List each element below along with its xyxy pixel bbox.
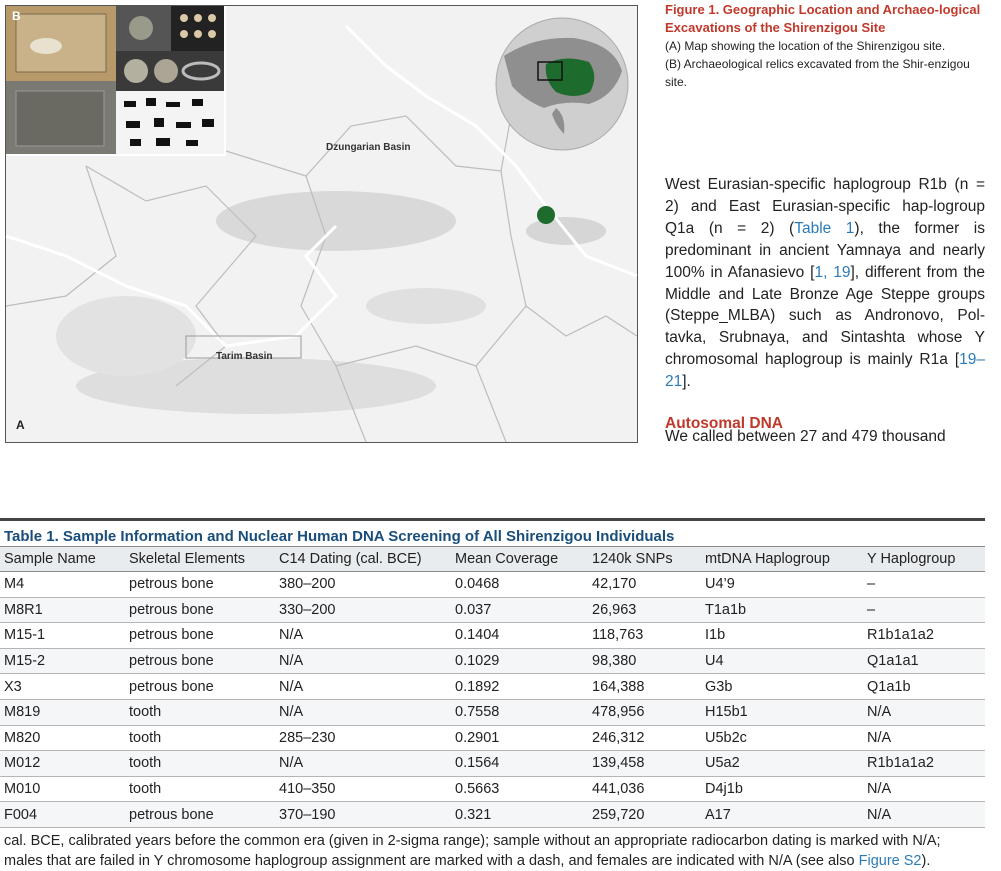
table-footnote: [0, 828, 989, 871]
header-c14-dating: C14 Dating (cal. BCE): [275, 547, 451, 572]
figure-caption: [665, 0, 987, 91]
cell: N/A: [863, 725, 985, 751]
cell: A17: [701, 802, 863, 828]
caption-line-a: (A) Map showing the location of the Shirenzigou site.: [665, 39, 946, 53]
cell: 330–200: [275, 597, 451, 623]
table-title: Table 1. Sample Information and Nuclear Human DNA Screening of All Shirenzigou Individuals: [4, 528, 675, 545]
caption-line-b: (B) Archaeological relics excavated from the Shir-enzigou site.: [665, 57, 970, 89]
cell: U4’9: [701, 572, 863, 598]
cell: 139,458: [588, 751, 701, 777]
table-row: [0, 674, 985, 700]
cell: petrous bone: [125, 802, 275, 828]
cell: 0.0468: [451, 572, 588, 598]
body-text-2: ), the former is predominant in ancient Yamnaya and nearly 100% in Afanasievo [: [665, 219, 985, 281]
table-1-link[interactable]: Table 1: [794, 219, 855, 237]
cell: 0.037: [451, 597, 588, 623]
cell: 441,036: [588, 776, 701, 802]
table-row: [0, 648, 985, 674]
table-1: [0, 518, 985, 871]
cell: tooth: [125, 751, 275, 777]
cell: N/A: [275, 623, 451, 649]
cell: petrous bone: [125, 648, 275, 674]
cell: tooth: [125, 699, 275, 725]
ref-link-1-19[interactable]: 1, 19: [814, 263, 851, 281]
cell: M8R1: [0, 597, 125, 623]
cell: 285–230: [275, 725, 451, 751]
footnote-line-1: cal. BCE, calibrated years before the common era (given in 2-sigma range); sample without an appropriate radiocarbon dating is marked with N/A;: [4, 832, 941, 849]
cell: M010: [0, 776, 125, 802]
cell: 0.1029: [451, 648, 588, 674]
panel-a-letter: A: [16, 418, 25, 432]
table-row: [0, 751, 985, 777]
table-row: [0, 623, 985, 649]
cell: R1b1a1a2: [863, 623, 985, 649]
header-1240k-snps: 1240k SNPs: [588, 547, 701, 572]
cell: N/A: [275, 751, 451, 777]
cell: 478,956: [588, 699, 701, 725]
cell: 0.321: [451, 802, 588, 828]
cell: M820: [0, 725, 125, 751]
cell: U4: [701, 648, 863, 674]
cell: N/A: [863, 802, 985, 828]
cell: X3: [0, 674, 125, 700]
table-row: [0, 776, 985, 802]
cell: I1b: [701, 623, 863, 649]
cell: H15b1: [701, 699, 863, 725]
cell: R1b1a1a2: [863, 751, 985, 777]
cell: tooth: [125, 776, 275, 802]
cell: 0.1564: [451, 751, 588, 777]
cell: 0.7558: [451, 699, 588, 725]
cell: 164,388: [588, 674, 701, 700]
cell: 42,170: [588, 572, 701, 598]
cut-off-text-line: [665, 428, 985, 445]
cell: petrous bone: [125, 674, 275, 700]
cell: petrous bone: [125, 572, 275, 598]
cell: 26,963: [588, 597, 701, 623]
cell: –: [863, 572, 985, 598]
table-header-row: [0, 547, 985, 572]
cell: M819: [0, 699, 125, 725]
body-paragraph: [665, 174, 985, 393]
cell: 410–350: [275, 776, 451, 802]
footnote-end: ).: [921, 852, 931, 869]
cell: T1a1b: [701, 597, 863, 623]
table-row: [0, 597, 985, 623]
cell: 0.1404: [451, 623, 588, 649]
cell: 118,763: [588, 623, 701, 649]
cell: M15-1: [0, 623, 125, 649]
table-row: [0, 725, 985, 751]
cell: tooth: [125, 725, 275, 751]
cell: U5a2: [701, 751, 863, 777]
body-text-1: West Eurasian-specific haplogroup R1b (n = 2) and East Eurasian-specific hap-logroup Q1a (n = 2) (: [665, 176, 985, 237]
cell: N/A: [275, 699, 451, 725]
header-y-haplogroup: Y Haplogroup: [863, 547, 985, 572]
cell: N/A: [275, 674, 451, 700]
relics-photo-inset: [6, 6, 226, 156]
figure-1-map: [5, 5, 638, 443]
table-row: [0, 572, 985, 598]
cell: M012: [0, 751, 125, 777]
cell: 246,312: [588, 725, 701, 751]
cell: N/A: [863, 776, 985, 802]
cell: M15-2: [0, 648, 125, 674]
figure-title: Figure 1. Geographic Location and Archaeo-logical Excavations of the Shirenzigou Site: [665, 2, 981, 35]
cut-off-text: We called between 27 and 479 thousand: [665, 428, 946, 445]
table-row: [0, 699, 985, 725]
cell: 98,380: [588, 648, 701, 674]
dzungarian-basin-label: Dzungarian Basin: [326, 142, 411, 153]
cell: 0.1892: [451, 674, 588, 700]
cell: –: [863, 597, 985, 623]
tarim-basin-label: Tarim Basin: [216, 351, 273, 362]
body-text-4: ].: [682, 373, 691, 391]
cell: petrous bone: [125, 623, 275, 649]
cell: Q1a1a1: [863, 648, 985, 674]
header-mtdna-haplogroup: mtDNA Haplogroup: [701, 547, 863, 572]
cell: 0.5663: [451, 776, 588, 802]
sample-table: [0, 546, 985, 828]
header-skeletal-elements: Skeletal Elements: [125, 547, 275, 572]
cell: D4j1b: [701, 776, 863, 802]
cell: 259,720: [588, 802, 701, 828]
cell: F004: [0, 802, 125, 828]
figure-s2-link[interactable]: Figure S2: [858, 852, 922, 869]
cell: N/A: [275, 648, 451, 674]
table-top-rule: [0, 518, 985, 525]
cell: M4: [0, 572, 125, 598]
ref-link-19-21[interactable]: 19–21: [665, 351, 985, 391]
footnote-line-2: males that are failed in Y chromosome haplogroup assignment are marked with a dash, and females are indicated with N/A (see also: [4, 852, 859, 869]
cell: 0.2901: [451, 725, 588, 751]
cell: 380–200: [275, 572, 451, 598]
cell: petrous bone: [125, 597, 275, 623]
cell: N/A: [863, 699, 985, 725]
table-row: [0, 802, 985, 828]
cell: 370–190: [275, 802, 451, 828]
body-text-3: ], different from the Middle and Late Bronze Age Steppe groups (Steppe_MLBA) such as Andronovo, Pol-tavka, Srubnaya, and Sintashta whose Y chromosomal haplogroup is mainly R1a [: [665, 263, 985, 369]
header-mean-coverage: Mean Coverage: [451, 547, 588, 572]
cell: G3b: [701, 674, 863, 700]
globe-locator: [494, 16, 630, 152]
header-sample-name: Sample Name: [0, 547, 125, 572]
panel-b-letter: B: [12, 9, 21, 23]
cell: Q1a1b: [863, 674, 985, 700]
cell: U5b2c: [701, 725, 863, 751]
section-heading-autosomal-dna: Autosomal DNA: [665, 415, 783, 432]
